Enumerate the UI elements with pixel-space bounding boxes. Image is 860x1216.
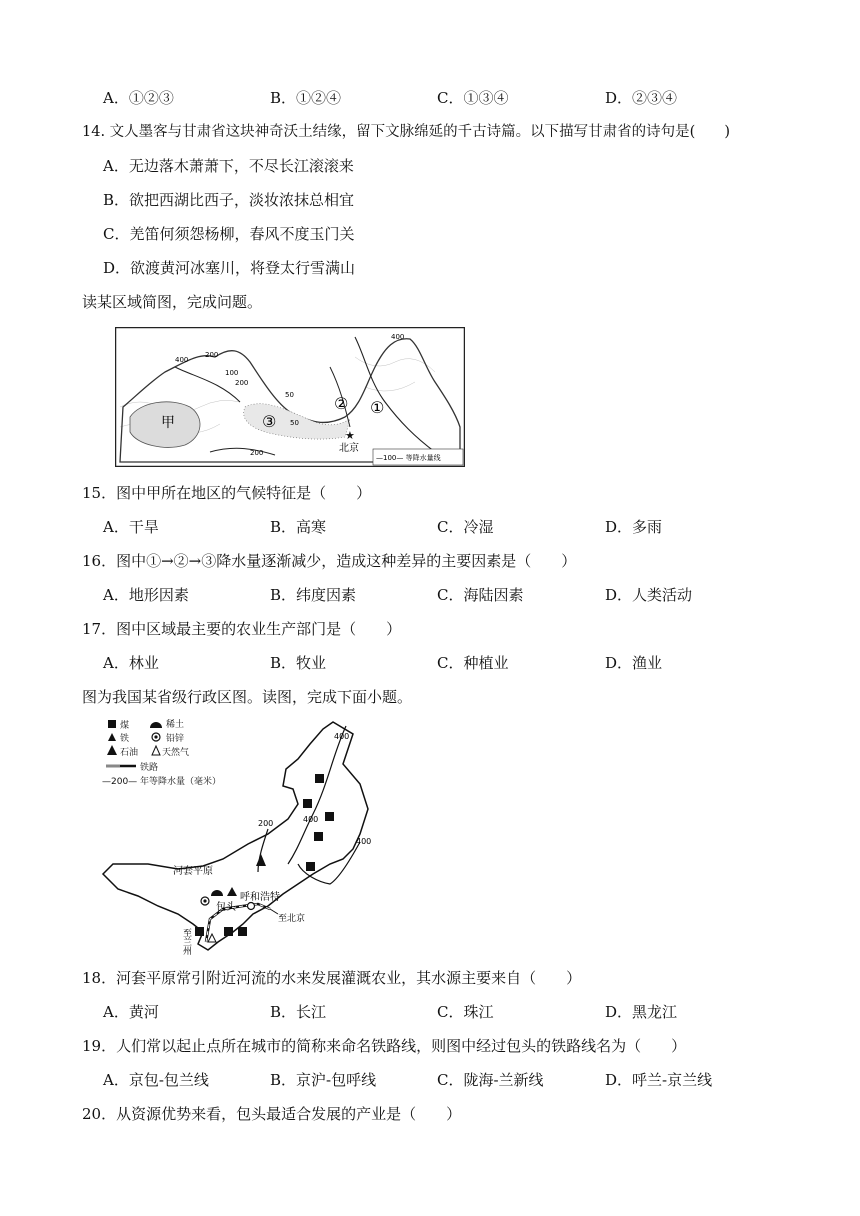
label-huhehaote: 呼和浩特 — [240, 892, 280, 903]
map1-legend: —100— 等降水量线 — [376, 454, 441, 462]
q19-option-a: A．京包-包兰线 — [103, 1071, 209, 1089]
q15-option-d: D．多雨 — [605, 518, 663, 536]
legend-oil: 石油 — [120, 748, 139, 758]
map2-contour-label: 400 — [303, 815, 319, 824]
q14-option-b: B．欲把西湖比西子，淡妆浓抹总相宜 — [103, 191, 355, 209]
map2-contour-label: 400 — [356, 837, 372, 846]
q15-stem: 15．图中甲所在地区的气候特征是（ ） — [82, 484, 372, 502]
map1-contour-label: 50 — [285, 391, 294, 399]
q18-option-b: B．长江 — [270, 1003, 327, 1021]
label-baotou: 包头 — [216, 902, 236, 913]
province-map-2 — [98, 714, 408, 958]
legend-iron: 铁 — [120, 734, 130, 744]
huhehaote-capital-icon — [248, 903, 255, 910]
q17-option-a: A．林业 — [103, 654, 159, 672]
coal-icon — [314, 832, 323, 841]
map1-contour-label: 50 — [290, 419, 299, 427]
map1-contour-label: 200 — [205, 351, 219, 359]
q17-option-b: B．牧业 — [270, 654, 327, 672]
coal-icon — [195, 927, 204, 936]
q16-option-a: A．地形因素 — [103, 586, 189, 604]
q15-option-b: B．高寒 — [270, 518, 327, 536]
coal-icon — [303, 799, 312, 808]
q17-option-c: C．种植业 — [437, 654, 509, 672]
legend-isohyet: —200— 年等降水量（毫米） — [102, 777, 222, 787]
q19-option-d: D．呼兰-京兰线 — [605, 1071, 713, 1089]
region-map-1 — [115, 327, 465, 467]
q14-stem: 14. 文人墨客与甘肃省这块神奇沃土结缘，留下文脉绵延的千古诗篇。以下描写甘肃省的诗句是( ) — [82, 124, 730, 140]
q14-option-d: D．欲渡黄河冰塞川，将登太行雪满山 — [103, 259, 356, 277]
q13-option-a: A．①②③ — [103, 89, 174, 107]
q18-option-d: D．黑龙江 — [605, 1003, 678, 1021]
q16-stem: 16．图中①→②→③降水量逐渐减少，造成这种差异的主要因素是（ ） — [82, 552, 577, 570]
legend-gas: 天然气 — [162, 748, 190, 758]
q20-stem: 20．从资源优势来看，包头最适合发展的产业是（ ） — [82, 1105, 462, 1123]
q14-option-c: C．羌笛何须怨杨柳，春风不度玉门关 — [103, 225, 355, 243]
coal-icon — [306, 862, 315, 871]
q16-option-b: B．纬度因素 — [270, 586, 357, 604]
label-hetao-plain: 河套平原 — [173, 866, 213, 877]
map1-label-3: ③ — [262, 412, 277, 431]
beijing-star-icon: ★ — [345, 429, 355, 442]
q13-option-b: B．①②④ — [270, 89, 342, 107]
q18-option-a: A．黄河 — [103, 1003, 159, 1021]
intro-1: 读某区域简图，完成问题。 — [82, 293, 263, 311]
q16-option-c: C．海陆因素 — [437, 586, 524, 604]
map1-contour-label: 200 — [235, 379, 249, 387]
map1-contour-label: 400 — [391, 333, 405, 341]
legend-lead-zinc: 铅锌 — [166, 734, 185, 744]
legend-rare-earth: 稀土 — [166, 720, 185, 730]
q19-stem: 19．人们常以起止点所在城市的简称来命名铁路线，则图中经过包头的铁路线名为（ ） — [82, 1037, 687, 1055]
map1-contour-label: 100 — [225, 369, 239, 377]
coal-icon — [315, 774, 324, 783]
q14-option-a: A．无边落木萧萧下，不尽长江滚滚来 — [103, 157, 354, 175]
q13-option-d: D．②③④ — [605, 89, 678, 107]
intro-2: 图为我国某省级行政区图。读图，完成下面小题。 — [82, 688, 413, 706]
map1-label-beijing: 北京 — [339, 443, 359, 454]
coal-icon — [238, 927, 247, 936]
q16-option-d: D．人类活动 — [605, 586, 693, 604]
q18-stem: 18．河套平原常引附近河流的水来发展灌溉农业，其水源主要来自（ ） — [82, 969, 582, 987]
map2-contour-label: 400 — [334, 732, 350, 741]
legend-coal: 煤 — [120, 721, 130, 731]
q13-option-c: C．①③④ — [437, 89, 509, 107]
q19-option-b: B．京沪-包呼线 — [270, 1071, 377, 1089]
q17-stem: 17．图中区域最主要的农业生产部门是（ ） — [82, 620, 402, 638]
q15-option-c: C．冷湿 — [437, 518, 494, 536]
q19-option-c: C．陇海-兰新线 — [437, 1071, 544, 1089]
map1-label-jia: 甲 — [161, 415, 175, 431]
map1-contour-label: 200 — [250, 449, 264, 457]
label-to-lanzhou: 至兰州 — [181, 928, 191, 955]
legend-railway: 铁路 — [140, 763, 159, 773]
coal-icon — [224, 927, 233, 936]
map2-contour-label: 200 — [258, 819, 274, 828]
map1-label-1: ① — [370, 398, 385, 417]
map1-contour-label: 400 — [175, 356, 189, 364]
q15-option-a: A．干旱 — [103, 518, 159, 536]
label-to-beijing: 至北京 — [278, 914, 306, 924]
coal-icon — [325, 812, 334, 821]
q17-option-d: D．渔业 — [605, 654, 663, 672]
q18-option-c: C．珠江 — [437, 1003, 494, 1021]
map1-label-2: ② — [334, 394, 349, 413]
